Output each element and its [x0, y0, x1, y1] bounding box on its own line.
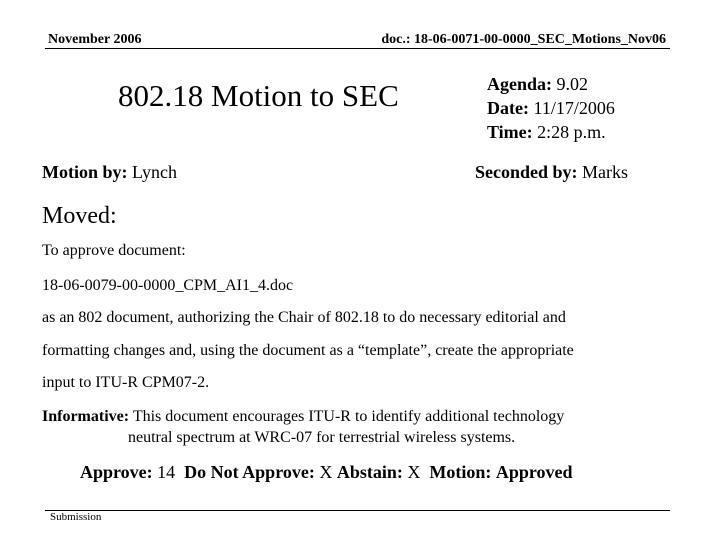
body-line: 18-06-0079-00-0000_CPM_AI1_4.doc	[42, 277, 294, 294]
seconded-by-label: Seconded by:	[475, 162, 578, 182]
moved-heading: Moved:	[42, 203, 117, 229]
motion-by	[42, 162, 177, 183]
informative-label: Informative:	[42, 408, 130, 425]
body-line: To approve document:	[42, 242, 186, 259]
do-not-approve-label: Do Not Approve:	[184, 462, 315, 482]
slide-title: 802.18 Motion to SEC	[118, 78, 399, 113]
agenda-line	[487, 72, 615, 96]
date-line	[487, 96, 615, 120]
footer-rule	[45, 510, 670, 511]
informative-text-1: This document encourages ITU-R to identify additional technology	[132, 408, 565, 425]
time-label: Time:	[487, 122, 533, 142]
header-date: November 2006	[48, 32, 142, 47]
header-rule	[45, 48, 670, 49]
motion-label: Motion:	[429, 462, 492, 482]
time-value: 2:28 p.m.	[537, 122, 606, 142]
abstain-value: X	[407, 462, 421, 482]
date-value: 11/17/2006	[533, 98, 615, 118]
motion-value: Approved	[495, 462, 573, 482]
agenda-block	[487, 72, 615, 144]
approve-value: 14	[157, 462, 176, 482]
body-line: input to ITU-R CPM07-2.	[42, 374, 210, 391]
approve-label: Approve:	[80, 462, 153, 482]
date-label: Date:	[487, 98, 529, 118]
informative-text-2: neutral spectrum at WRC-07 for terrestrial wireless systems.	[128, 429, 516, 446]
agenda-value: 9.02	[556, 74, 589, 94]
do-not-approve-value: X	[319, 462, 333, 482]
time-line	[487, 120, 615, 144]
seconded-by	[475, 162, 628, 183]
seconded-by-value: Marks	[582, 162, 629, 182]
abstain-label: Abstain:	[336, 462, 403, 482]
agenda-label: Agenda:	[487, 74, 553, 94]
informative-note	[42, 406, 642, 448]
footer-label: Submission	[50, 511, 102, 523]
motion-by-value: Lynch	[132, 162, 177, 182]
body-line: as an 802 document, authorizing the Chair of 802.18 to do necessary editorial and	[42, 309, 566, 326]
vote-result	[80, 462, 573, 483]
header-doc-ref: doc.: 18-06-0071-00-0000_SEC_Motions_Nov06	[381, 32, 666, 47]
body-line: formatting changes and, using the document as a “template”, create the appropriate	[42, 342, 574, 359]
motion-by-label: Motion by:	[42, 162, 128, 182]
